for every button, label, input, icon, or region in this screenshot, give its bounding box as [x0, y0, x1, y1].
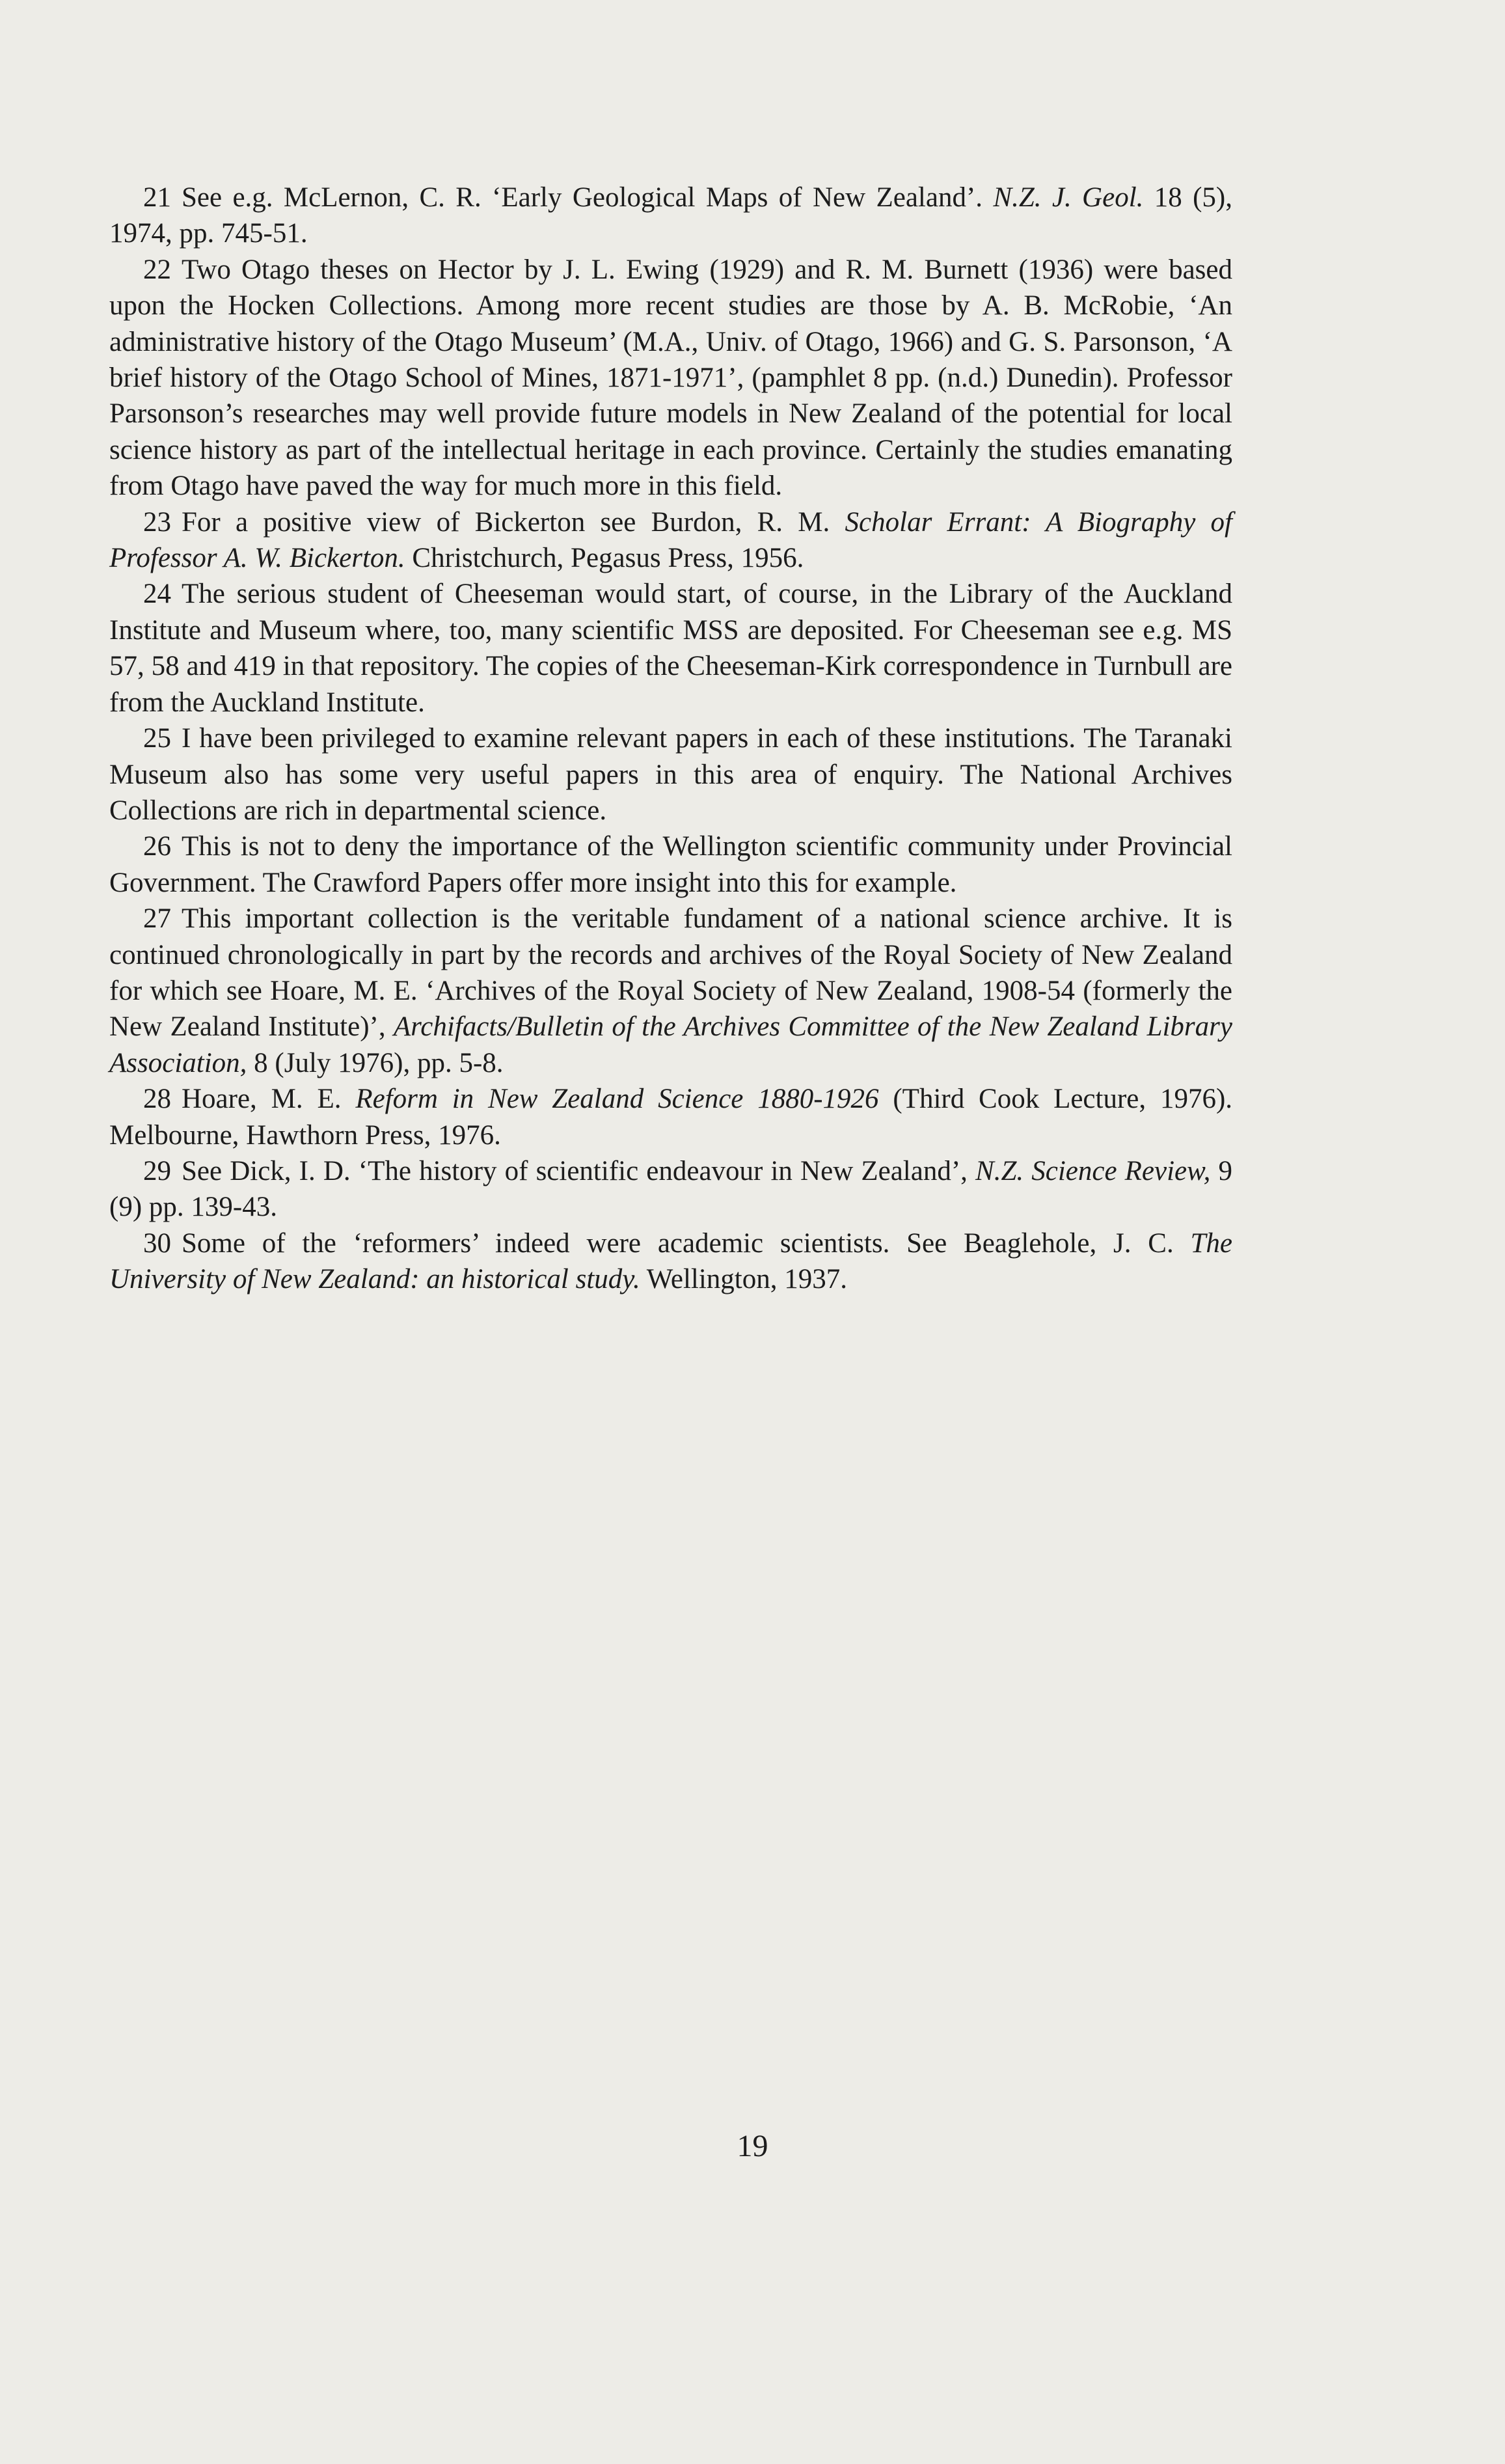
endnote-29 [109, 1153, 1232, 1225]
endnote-text: Hoare, M. E. [182, 1084, 356, 1115]
endnote-text: The serious student of Cheeseman would start, of course, in the Library of the Auckland Institute and Museum where, too, many scientific MSS are deposited. For Cheeseman see e.g. MS 57, 58 and 419 in that repository. The copies of the Cheeseman-Kirk correspondence in Turnbull are from the Auckland Institute. [109, 579, 1232, 718]
endnote-text: Christchurch, Pegasus Press, 1956. [405, 543, 804, 574]
endnote-text: I have been privileged to examine relevant papers in each of these institutions. The Taranaki Museum also has some very useful papers in this area of enquiry. The National Archives Collections are rich in departmental science. [109, 723, 1232, 826]
endnote-number: 24 [143, 579, 171, 610]
endnote-23 [109, 504, 1232, 577]
endnote-italic-text: Reform in New Zealand Science 1880-1926 [355, 1084, 879, 1115]
endnote-number: 22 [143, 254, 171, 285]
endnote-text: Two Otago theses on Hector by J. L. Ewing (1929) and R. M. Burnett (1936) were based upon the Hocken Collections. Among more recent studies are those by A. B. McRobie, ‘An administrative history of the Otago Museum’ (M.A., Univ. of Otago, 1966) and G. S. Parsonson, ‘A brief history of the Otago School of Mines, 1871-1971’, (pamphlet 8 pp. (n.d.) Dunedin). Professor Parsonson’s researches may well provide future models in New Zealand of the potential for local science history as part of the intellectual heritage in each province. Certainly the studies emanating from Otago have paved the way for much more in this field. [109, 254, 1232, 502]
endnote-number: 26 [143, 831, 171, 862]
endnote-text: For a positive view of Bickerton see Burdon, R. M. [182, 506, 845, 538]
endnote-22 [109, 252, 1232, 504]
endnote-text: (Third Cook Lecture, 1976). Melbourne, Hawthorn Press, 1976. [109, 1084, 1233, 1151]
endnote-26 [109, 828, 1232, 901]
endnote-text: This important collection is the veritable fundament of a national science archive. It is continued chronologically in part by the records and archives of the Royal Society of New Zealand for which see Hoare, M. E. ‘Archives of the Royal Society of New Zealand, 1908-54 (formerly the New Zealand Institute)’, [109, 903, 1232, 1043]
endnote-number: 30 [143, 1227, 171, 1259]
endnote-italic-text: N.Z. Science Review, [975, 1155, 1211, 1186]
endnote-italic-text: Archifacts/Bulletin of the Archives Committee of the New Zealand Library Association, [109, 1011, 1232, 1078]
endnote-number: 28 [143, 1084, 171, 1115]
endnote-text: 9 (9) pp. 139-43. [109, 1155, 1232, 1223]
endnote-text: Some of the ‘reformers’ indeed were academic scientists. See Beaglehole, J. C. [182, 1227, 1191, 1259]
endnote-28 [109, 1081, 1232, 1153]
endnote-italic-text: The University of New Zealand: an historical study. [109, 1227, 1232, 1295]
endnote-number: 27 [143, 903, 171, 935]
endnote-text: 18 (5), 1974, pp. 745-51. [109, 182, 1232, 249]
endnote-number: 29 [143, 1155, 171, 1186]
endnote-text: Wellington, 1937. [640, 1264, 848, 1295]
endnote-27 [109, 901, 1232, 1081]
endnote-text: This is not to deny the importance of the Wellington scientific community under Provincial Government. The Crawford Papers offer more insight into this for example. [109, 831, 1232, 898]
endnote-24 [109, 576, 1232, 720]
endnote-25 [109, 720, 1232, 828]
endnote-21 [109, 180, 1232, 252]
endnote-number: 25 [143, 723, 171, 754]
endnote-text: See e.g. McLernon, C. R. ‘Early Geological Maps of New Zealand’. [182, 182, 994, 213]
endnote-text: 8 (July 1976), pp. 5-8. [247, 1047, 504, 1078]
endnote-italic-text: N.Z. J. Geol. [993, 182, 1144, 213]
endnotes-list [109, 180, 1232, 1298]
endnote-30 [109, 1225, 1232, 1298]
endnote-text: See Dick, I. D. ‘The history of scientific endeavour in New Zealand’, [182, 1155, 976, 1186]
endnote-italic-text: Scholar Errant: A Biography of Professor A. W. Bickerton. [109, 506, 1232, 574]
page-number: 19 [737, 2129, 768, 2163]
endnote-number: 23 [143, 506, 171, 538]
endnote-number: 21 [143, 182, 171, 213]
